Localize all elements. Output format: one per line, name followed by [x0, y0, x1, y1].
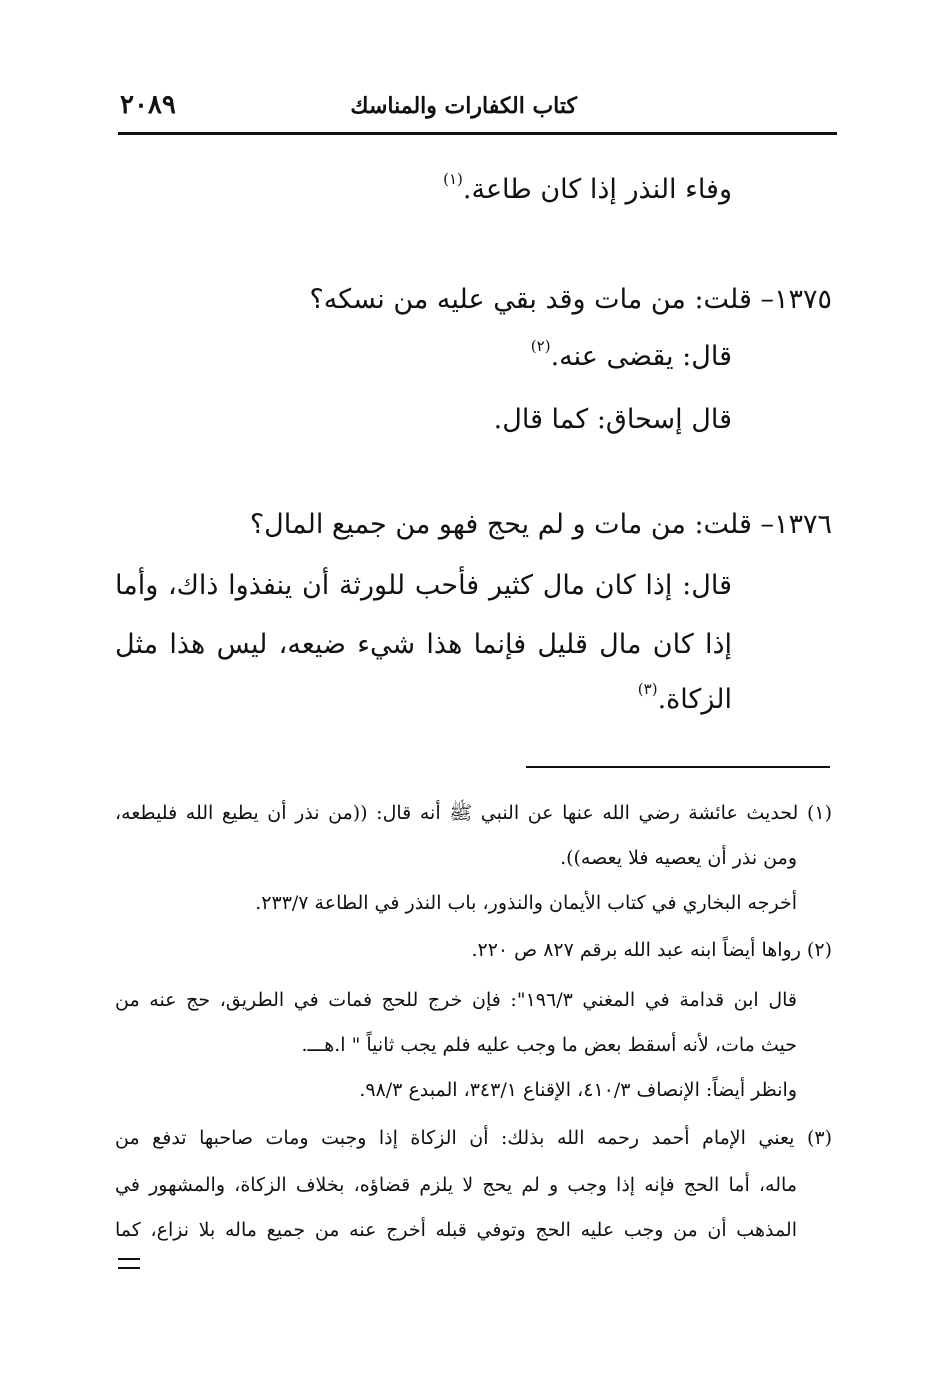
footnote-2-line-3: حيث مات، لأنه أسقط بعض ما وجب عليه فلم يجب ثانياً " ا.هـــ. [301, 1034, 797, 1056]
footnote-ref-3: (٣) [637, 680, 658, 698]
footnote-3-line-2: ماله، أما الحج فإنه إذا وجب و لم يحج لا يلزم قضاؤه، بخلاف الزكاة، والمشهور في [115, 1174, 797, 1196]
answer-1375-ishaq: قال إسحاق: كما قال. [493, 404, 732, 435]
footnote-ref-2: (٢) [530, 337, 551, 355]
footnote-separator [526, 766, 830, 768]
body-line-1 [443, 170, 732, 210]
header-rule [118, 132, 837, 135]
answer-1375 [531, 337, 732, 377]
question-1376-text: – قلت: من مات و لم يحج فهو من جميع المال؟ [249, 509, 774, 540]
answer-1376-line-1: قال: إذا كان مال كثير فأحب للورثة أن ينفذوا ذاك، وأما [115, 570, 732, 601]
answer-1376-line-2: إذا كان مال قليل فإنما هذا شيء ضيعه، ليس هذا مثل [115, 629, 732, 660]
footnote-ref-1: (١) [443, 170, 463, 188]
answer-1376-line-3 [638, 680, 732, 720]
question-1376 [250, 505, 832, 545]
answer-1376-line-3-text: الزكاة. [657, 684, 732, 715]
question-1376-number: ١٣٧٦ [773, 509, 832, 540]
footnote-2-line-2: قال ابن قدامة في المغني ١٩٦/٣": فإن خرج للحج فمات في الطريق، حج عنه من [115, 989, 797, 1011]
footnote-1-line-3: أخرجه البخاري في كتاب الأيمان والنذور، باب النذر في الطاعة ٢٣٣/٧. [255, 892, 797, 914]
footnote-1-line-2: ومن نذر أن يعصيه فلا يعصه)). [560, 847, 797, 869]
footnote-2-line-1: (٢) رواها أيضاً ابنه عبد الله برقم ٨٢٧ ص ٢٢٠. [471, 939, 832, 961]
footnote-1-line-1: (١) لحديث عائشة رضي الله عنها عن النبي ﷺ أنه قال: ((من نذر أن يطيع الله فليطعه، [115, 802, 832, 824]
running-title: كتاب الكفارات والمناسك [350, 93, 577, 119]
question-1375-text: – قلت: من مات وقد بقي عليه من نسكه؟ [309, 284, 774, 315]
page-number: ٢٠٨٩ [120, 90, 176, 120]
continuation-mark [118, 1258, 140, 1269]
body-line-1-text: وفاء النذر إذا كان طاعة. [462, 174, 732, 205]
question-1375-number: ١٣٧٥ [773, 284, 832, 315]
question-1375 [309, 280, 832, 320]
footnote-3-line-1: (٣) يعني الإمام أحمد رحمه الله بذلك: أن الزكاة إذا وجبت ومات صاحبها تدفع من [115, 1127, 832, 1149]
answer-1375-text: قال: يقضى عنه. [550, 341, 732, 372]
footnote-2-line-4: وانظر أيضاً: الإنصاف ٤١٠/٣، الإقناع ٣٤٣/١، المبدع ٩٨/٣. [359, 1079, 797, 1101]
footnote-3-line-3: المذهب أن من وجب عليه الحج وتوفي قبله أخرج عنه من جميع ماله بلا نزاع، كما [115, 1219, 797, 1241]
